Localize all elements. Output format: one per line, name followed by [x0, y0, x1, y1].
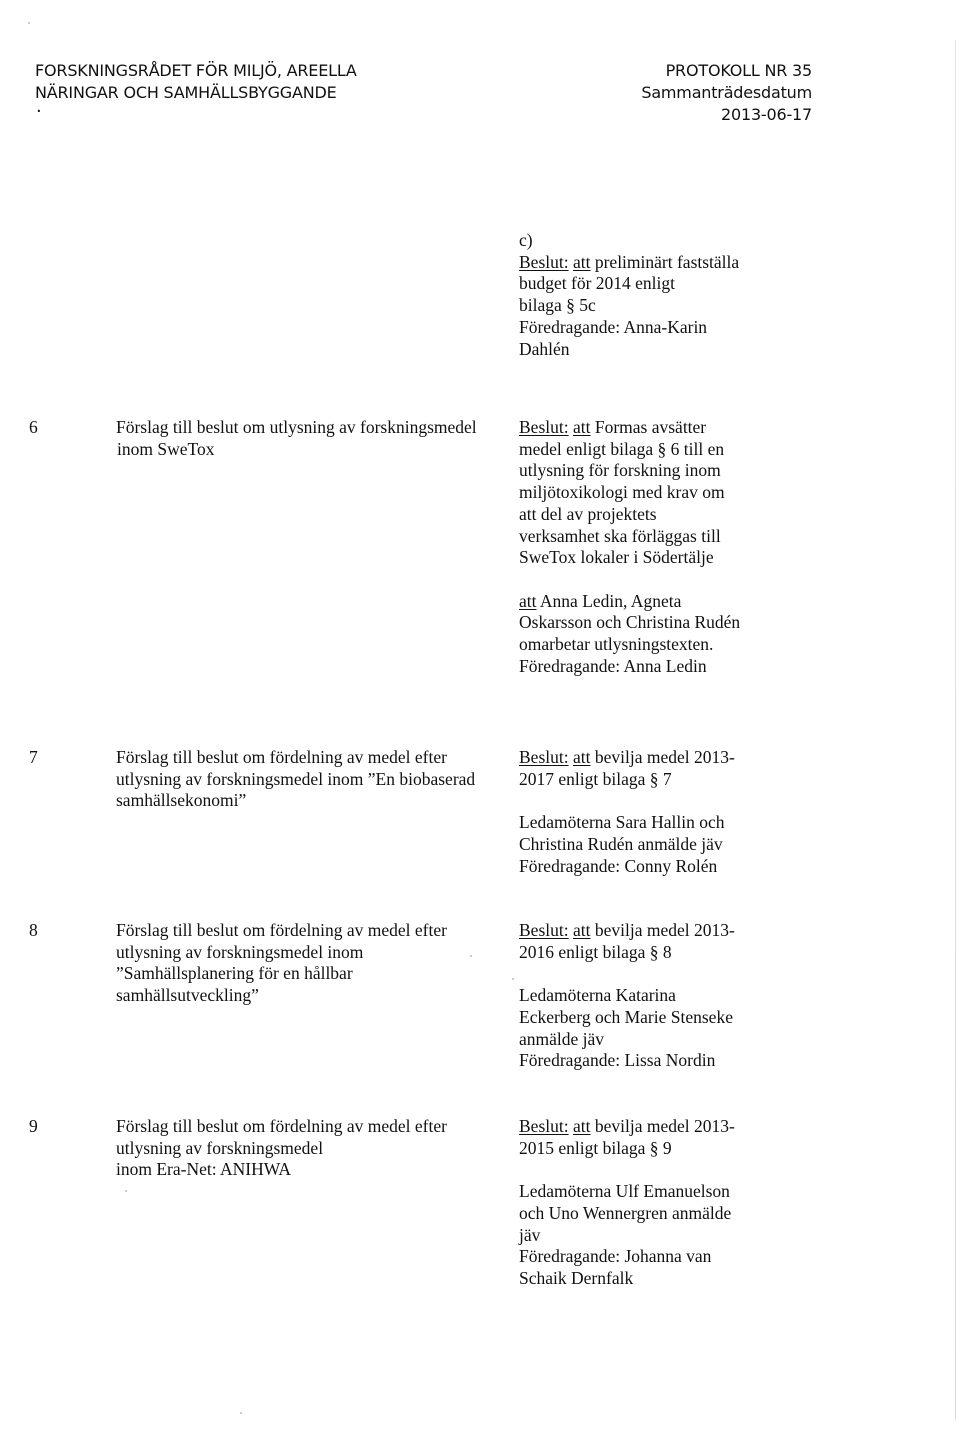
- decision-label: Beslut:: [519, 251, 569, 272]
- protocol-number: PROTOKOLL NR 35: [665, 61, 812, 80]
- decision-line: [519, 920, 735, 942]
- decision-text: 2016 enligt bilaga § 8: [519, 941, 672, 962]
- decision-line: [519, 747, 735, 769]
- decision-text: budget för 2014 enligt: [519, 273, 676, 294]
- item-9-number: 9: [29, 1116, 38, 1136]
- presenter: Dahlén: [519, 338, 570, 359]
- item-7-number: 7: [29, 747, 38, 767]
- item-title-line: inom SweTox: [117, 438, 215, 459]
- conflict-of-interest: Ledamöterna Katarina: [519, 985, 676, 1006]
- scan-speck: [240, 1412, 242, 1414]
- item-8-decision: [519, 920, 735, 1072]
- decision-text: miljötoxikologi med krav om: [519, 482, 725, 503]
- decision-label: Beslut:: [519, 920, 569, 940]
- organization-line-1: FORSKNINGSRÅDET FÖR MILJÖ, AREELLA: [35, 61, 357, 80]
- organization-name: [35, 60, 357, 104]
- item-title-line: Förslag till beslut om fördelning av medel efter: [116, 1116, 447, 1136]
- decision-label: Beslut:: [519, 747, 569, 767]
- conflict-of-interest: anmälde jäv: [519, 1028, 605, 1049]
- decision-text: Oskarsson och Christina Rudén: [519, 612, 741, 633]
- presenter: Schaik Dernfalk: [519, 1267, 634, 1288]
- presenter: Föredragande: Lissa Nordin: [519, 1050, 716, 1071]
- item-title-line: Förslag till beslut om fördelning av medel efter: [116, 920, 447, 940]
- item-title-line: Förslag till beslut om utlysning av forskningsmedel: [116, 417, 477, 437]
- att-keyword: att: [572, 251, 591, 272]
- decision-label: Beslut:: [519, 417, 569, 437]
- meeting-date: 2013-06-17: [721, 105, 812, 124]
- decision-text: preliminärt fastställa: [594, 251, 740, 272]
- presenter: Föredragande: Anna-Karin: [519, 316, 708, 337]
- decision-text: utlysning för forskning inom: [519, 460, 721, 481]
- meeting-date-label: Sammanträdesdatum: [641, 83, 812, 102]
- item-9-decision: [519, 1116, 735, 1290]
- att-keyword: att: [572, 747, 591, 767]
- decision-label: Beslut:: [519, 1116, 569, 1136]
- scan-speck: [470, 955, 472, 957]
- item-title-line: utlysning av forskningsmedel inom: [116, 941, 364, 962]
- conflict-of-interest: och Uno Wennergren anmälde: [519, 1202, 732, 1223]
- decision-text: Anna Ledin, Agneta: [539, 590, 682, 611]
- presenter: Föredragande: Anna Ledin: [519, 655, 707, 676]
- decision-text: bevilja medel 2013-: [594, 920, 735, 940]
- conflict-of-interest: Ledamöterna Ulf Emanuelson: [519, 1181, 730, 1202]
- item-6-decision: [519, 417, 740, 677]
- decision-text: omarbetar utlysningstexten.: [519, 634, 714, 655]
- item-8-number: 8: [29, 920, 38, 940]
- organization-line-2: NÄRINGAR OCH SAMHÄLLSBYGGANDE: [35, 83, 337, 102]
- decision-text: medel enligt bilaga § 6 till en: [519, 438, 725, 459]
- decision-line: [519, 417, 740, 439]
- item-title-line: ”Samhällsplanering för en hållbar: [116, 963, 353, 984]
- conflict-of-interest: Ledamöterna Sara Hallin och: [519, 812, 725, 833]
- scan-speck: [512, 978, 514, 980]
- item-title-line: utlysning av forskningsmedel inom ”En biobaserad: [116, 768, 476, 789]
- conflict-of-interest: Christina Rudén anmälde jäv: [519, 833, 723, 854]
- protocol-info: [641, 60, 812, 126]
- item-5c-decision: [519, 230, 739, 360]
- item-6-title: [116, 417, 477, 460]
- decision-text: bilaga § 5c: [519, 295, 596, 316]
- item-title-line: utlysning av forskningsmedel: [116, 1137, 324, 1158]
- decision-text: bevilja medel 2013-: [594, 747, 735, 767]
- decision-line: [519, 591, 740, 613]
- item-title-line: Förslag till beslut om fördelning av medel efter: [116, 747, 447, 767]
- presenter: Föredragande: Conny Rolén: [519, 855, 718, 876]
- decision-text: att del av projektets: [519, 503, 657, 524]
- decision-text: bevilja medel 2013-: [594, 1116, 735, 1136]
- scan-speck: [28, 22, 30, 24]
- decision-line: [519, 252, 739, 274]
- item-7-title: [116, 747, 475, 812]
- item-8-title: [116, 920, 447, 1007]
- decision-text: 2015 enligt bilaga § 9: [519, 1137, 672, 1158]
- page-edge-shadow: [955, 40, 956, 1420]
- presenter: Föredragande: Johanna van: [519, 1246, 712, 1267]
- conflict-of-interest: Eckerberg och Marie Stenseke: [519, 1006, 733, 1027]
- decision-text: Formas avsätter: [594, 417, 707, 437]
- decision-text: verksamhet ska förläggas till: [519, 525, 721, 546]
- scan-speck: [125, 1190, 127, 1192]
- item-7-decision: [519, 747, 735, 877]
- conflict-of-interest: jäv: [519, 1224, 541, 1245]
- item-title-line: samhällsekonomi”: [116, 790, 247, 811]
- item-9-title: [116, 1116, 447, 1181]
- header-dot: .: [36, 96, 42, 117]
- decision-line: [519, 1116, 735, 1138]
- att-keyword: att: [572, 1116, 591, 1136]
- att-keyword: att: [572, 920, 591, 940]
- decision-text: SweTox lokaler i Södertälje: [519, 547, 714, 568]
- decision-text: 2017 enligt bilaga § 7: [519, 768, 672, 789]
- att-keyword: att: [519, 590, 537, 611]
- item-title-line: inom Era-Net: ANIHWA: [116, 1159, 291, 1180]
- item-6-number: 6: [29, 417, 38, 437]
- att-keyword: att: [572, 417, 591, 437]
- item-letter: c): [519, 230, 533, 250]
- item-title-line: samhällsutveckling”: [116, 985, 259, 1006]
